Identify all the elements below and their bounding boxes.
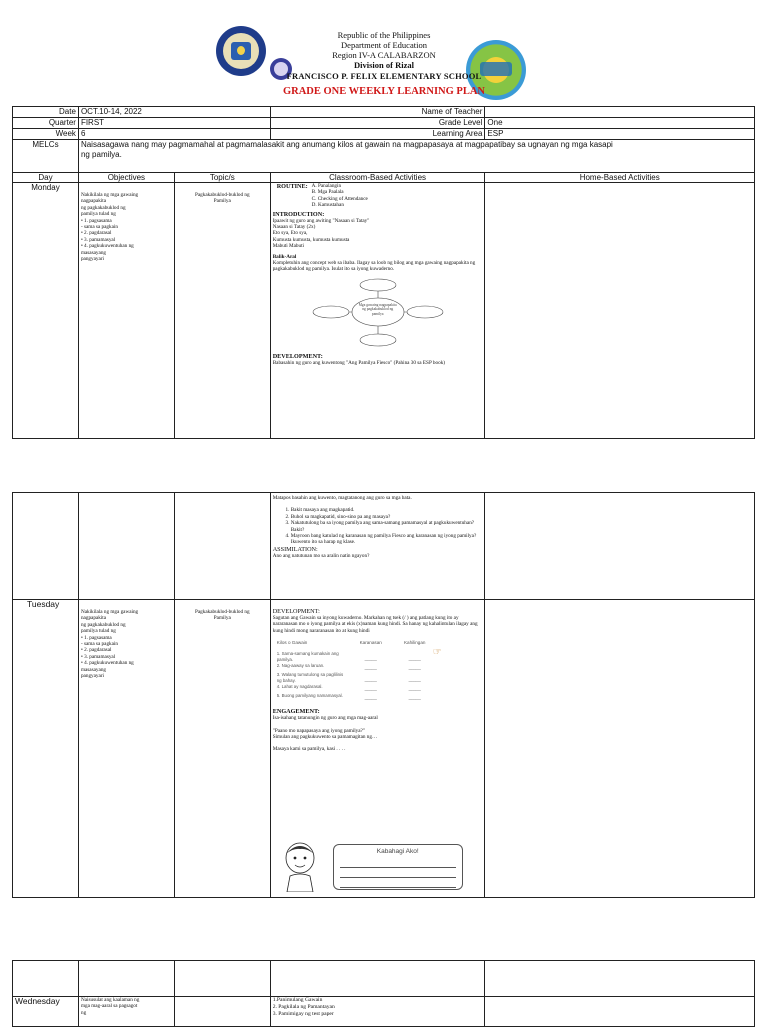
assimilation-label: ASSIMILATION: xyxy=(272,545,318,553)
engagement-quote: "Paano mo napapasaya ang iyong pamilya?" Simulan ang pagkukuwento sa pamamagitan ng… xyxy=(272,727,378,741)
question-item: 4. Mayroon bang katulad ng karanasan ng pamilya Fiesco ang karanasan ng iyong pamilya? Ikuwento ito sa harap ng klase. xyxy=(291,533,483,546)
balik-aral-text: Kompletuhin ang concept web sa ibaba. Ilagay sa loob ng bilog ang mga gawaing nagpapakita ng pagkakabuklod ng pamilya. Isulat ito sa iyong kuwaderno. xyxy=(272,260,476,273)
tuesday-activities xyxy=(270,600,485,898)
balik-aral-label: Balik-Aral xyxy=(272,253,297,260)
teacher-label: Name of Teacher xyxy=(270,107,485,118)
activity-blank: _____ xyxy=(408,656,421,662)
lesson-plan-table-page3 xyxy=(12,960,755,1027)
melcs-label: MELCs xyxy=(13,140,79,173)
activity-col-kahilingan: Kahilingan xyxy=(403,640,426,646)
col-objectives: Objectives xyxy=(78,173,174,183)
tuesday-topic: Pagkakabuklod-buklod ng Pamilya xyxy=(174,600,270,898)
boy-cartoon-image xyxy=(281,840,319,892)
web-top-bubble xyxy=(360,279,396,291)
bubble-line xyxy=(340,868,456,878)
introduction-label: INTRODUCTION: xyxy=(272,210,325,218)
col-day: Day xyxy=(13,173,79,183)
activity-blank: _____ xyxy=(408,677,421,683)
speech-bubble-title: Kabahagi Ako! xyxy=(376,848,419,855)
engagement-line: Masaya kami sa pamilya, kasi . . . . xyxy=(272,746,346,753)
question-item: 3. Nakatutulong ba sa iyong pamilya ang sama-samang pamamasyal at pagkukuwentuhan? Bakit? xyxy=(291,520,483,533)
grade-value: One xyxy=(485,118,755,129)
development-text: Babasahin ng guro ang kuwentong "Ang Pamilya Fiesco" (Pahina 30 sa ESP book) xyxy=(272,359,446,366)
header-department: Department of Education xyxy=(341,40,427,50)
col-classroom: Classroom-Based Activities xyxy=(270,173,485,183)
header-school: FRANCISCO P. FELIX ELEMENTARY SCHOOL xyxy=(286,71,482,81)
story-intro: Matapos basahin ang kuwento, magtatanong ang guro sa mga bata. xyxy=(272,495,412,501)
activity-blank: _____ xyxy=(408,695,421,701)
activity-row-label: 3. Walang tumutulong sa paglilinis ng bahay. xyxy=(276,672,344,684)
activity-blank: _____ xyxy=(408,665,421,671)
activity-row-label: 4. Lahat ay nagdarasal. xyxy=(276,684,323,690)
tuesday-development-label: DEVELOPMENT: xyxy=(272,608,320,615)
area-label: Learning Area xyxy=(270,129,485,140)
col-topic: Topic/s xyxy=(174,173,270,183)
activity-col-kilos: Kilos o Gawain xyxy=(276,640,308,646)
concept-web-diagram xyxy=(273,277,483,347)
web-left-bubble xyxy=(313,306,349,318)
monday-continued xyxy=(270,493,485,600)
web-bottom-bubble xyxy=(360,334,396,346)
area-value: ESP xyxy=(485,129,755,140)
activity-col-karanasan: Karanasan xyxy=(359,640,382,646)
wednesday-day: Wednesday xyxy=(13,997,79,1027)
date-label: Date xyxy=(13,107,79,118)
pointing-hand-icon: ☞ xyxy=(432,647,442,658)
tuesday-development-text: Sagutan ang Gawain sa inyong kuwaderno. Markahan ng tsek (/ ) ang patlang kung ito ay nararanasan mo o iyong pamilya at ekis (x)naman kung hindi. Sa hanay ng kahalintulan ilagay ang kung hindi mong nararanasan ito at kung hindi xyxy=(272,615,478,634)
introduction-text: Ipaawit ng guro ang awiting "Nasaan si Tatay" Nasaan si Tatay (2x) Eto sya, Eto sya, Kumusta kumusta, kumusta kumusta Mabuti Mabuti xyxy=(272,217,370,250)
activity-row-label: 5. Buong pamilyang namamasyal. xyxy=(276,693,343,699)
question-item: 2. Buhol sa magkapatid, sino-sino pa ang masaya? xyxy=(291,514,483,520)
monday-day: Monday xyxy=(13,183,79,439)
engagement-label: ENGAGEMENT: xyxy=(272,708,320,716)
assimilation-text: Ano ang natutunan mo sa aralin natin ngayon? xyxy=(272,552,370,559)
week-label: Week xyxy=(13,129,79,140)
activity-blank: _____ xyxy=(364,695,377,701)
monday-objectives: Nakikilala ng mga gawaing nagpapakita ng pagkakabuklod ng pamilya tulad ng • 1. pagsasama - sama sa pagkain • 2. pagdarasal • 3. pamamasyal • 4. pagkukuwentuhan ng masasayang pangyayari xyxy=(78,183,174,439)
activity-blank: _____ xyxy=(364,656,377,662)
speech-bubble xyxy=(333,844,463,890)
header-region: Region IV-A CALABARZON xyxy=(332,50,436,60)
header-republic: Republic of the Philippines xyxy=(337,30,431,40)
header-division: Division of Rizal xyxy=(354,60,414,70)
lesson-plan-table-page1 xyxy=(12,106,755,439)
quarter-value: FIRST xyxy=(78,118,270,129)
quarter-label: Quarter xyxy=(13,118,79,129)
activity-blank: _____ xyxy=(364,677,377,683)
web-center-text: Mga gawaing nagpapakita ng pagkakabuklod ng pamilya xyxy=(358,302,397,316)
monday-home xyxy=(485,183,755,439)
melcs-value: Naisasagawa nang may pagmamahal at pagmamalasakit ang anumang kilos at gawain na magpapasaya at magpapatibay sa ugnayan ng mga kasapi ng pamilya. xyxy=(78,140,754,173)
lesson-plan-table-page2 xyxy=(12,492,755,898)
wednesday-objectives: Naisusulat ang kaalaman ng mga mag-aaral sa pagsagot ng xyxy=(78,997,174,1027)
routine-label: ROUTINE: xyxy=(276,183,308,190)
question-item: 1. Bakit masaya ang magkapatid. xyxy=(291,507,483,513)
bubble-line xyxy=(340,858,456,868)
activity-table xyxy=(275,640,437,702)
bubble-line xyxy=(340,878,456,888)
grade-label: Grade Level xyxy=(270,118,485,129)
teacher-value xyxy=(485,107,755,118)
tuesday-objectives: Nakikilala ng mga gawaing nagpapakita ng pagkakabuklod ng pamilya tulad ng • 1. pagsasama - sama sa pagkain • 2. pagdarasal • 3. pamamasyal • 4. pagkukuwentuhan ng masasayang pangyayari xyxy=(78,600,174,898)
activity-row-label: 2. Nag-aaway sa laruan. xyxy=(276,663,325,669)
web-right-bubble xyxy=(407,306,443,318)
tuesday-day: Tuesday xyxy=(13,600,79,898)
plan-title: GRADE ONE WEEKLY LEARNING PLAN xyxy=(282,86,486,97)
engagement-text: Isa-isahang tatanungin ng guro ang mga mag-aaral xyxy=(272,715,378,722)
activity-blank: _____ xyxy=(408,686,421,692)
monday-topic: Pagkakabuklod-buklod ng Pamilya xyxy=(174,183,270,439)
col-home: Home-Based Activities xyxy=(485,173,755,183)
tuesday-home xyxy=(485,600,755,898)
activity-blank: _____ xyxy=(364,665,377,671)
activity-row-label: 1. Sama-samang kumakain ang pamilya. xyxy=(276,651,339,663)
monday-activities xyxy=(270,183,485,439)
activity-blank: _____ xyxy=(364,686,377,692)
wednesday-activities: 1.Panimulang Gawain 2. Pagkilala ng Pamantayan 3. Pamimigay ng test paper xyxy=(270,997,485,1027)
development-label: DEVELOPMENT: xyxy=(272,352,323,360)
routine-list: A. Panalangin B. Mga Paalala C. Checking of Attendance D. Kamustahan xyxy=(311,183,368,209)
question-list xyxy=(273,507,483,545)
date-value: OCT.10-14, 2022 xyxy=(78,107,270,118)
week-value: 6 xyxy=(78,129,270,140)
